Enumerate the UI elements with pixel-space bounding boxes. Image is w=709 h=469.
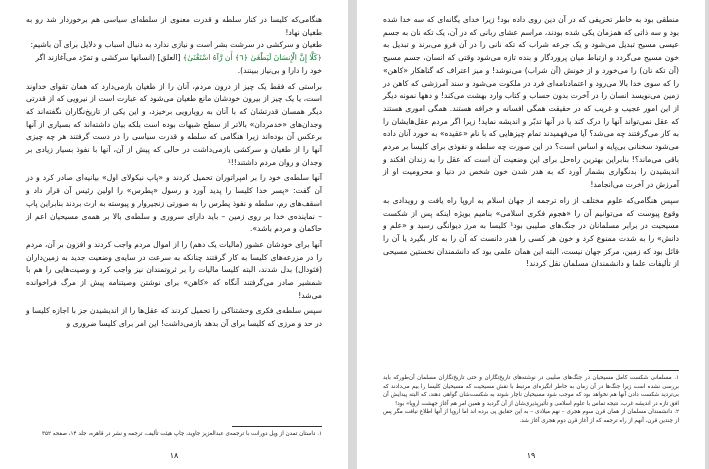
paragraph: سپس هنگامی‌که علوم مختلف از راه ترجمه از جهان اسلام به اروپا راه یافت و رویدادی به وقوع پیوست که می‌توانیم آن را «هجوم فکری اسلامی» بنامیم بویژه اینکه پس از شکست مسیحیت در برابر مسلمانان در جنگ‌های صلیبی بود¹ کلیسا به مرز دیوانگی رسید و «علم و دانش» را به شدت ممنوع کرد و خون هر کسی را هدر دانست که آن را به کار بگیرد یا آن را قائل بود که زمین، مرکز جهان نیست، البته این همان علمی بود که دانشمندان نخستین مسیحی از تألیفات علما و دانشمندان مسلمان نقل کردند! bbox=[383, 195, 679, 269]
footnote: ۱. داستان تمدن از ویل دورانت با ترجمه‌ی عبدالعزیز جاوید، چاپ هیئت تألیف، ترجمه و نشر در قاهره، جلد ۱۴، صفحه ۳۵۲ bbox=[41, 431, 322, 437]
paragraph: خود را دارا و بی‌نیاز ببینند). bbox=[237, 65, 322, 75]
left-page-body bbox=[26, 14, 322, 331]
quran-verse-tail: [العلق] (انسانها سرکشی و تمرّد می‌آغازند اگر bbox=[35, 53, 181, 63]
right-page bbox=[357, 0, 705, 469]
paragraph: براستی که فقط یک چیز از درون مردم، آنان را از طغیان بازمی‌دارد که همان تقوای خداوند است، یا یک چیز از بیرون خودشان مانع طغیان می‌شود که عبارت است از نیرویی که از قدرتی دیگر همسان قدرتشان که با آنان به رویارویی برخیزد، و این یکی از تاریخ‌نگاران نگفته‌اند که وجدان‌های «خدمردان» بالاتر از سطح شبهات بوده است بلکه بیان داشته‌اند که بسیاری از آنها برعکس آن بوده‌اند زیرا هنگامی که سلطه و قدرت سیاسی را در دست گرفتند هر چه چیزی آنها را از طغیان و سرکشی بازمی‌داشت در حالی که پیش از آن، آنها با نفوذ بسیار زیادی بر وجدان و روان مردم داشتند!!¹ bbox=[26, 81, 322, 167]
paragraph: هنگامی‌که کلیسا در کنار سلطه و قدرت معنوی از سلطه‌ای سیاسی هم برخوردار شد رو به طغیان نهاد! bbox=[26, 15, 322, 37]
paragraph: آنها برای خودشان عشور (مالیات یک دهم) را از اموال مردم واجب کردند و افزون بر آن، مردم را در مزرعه‌های کلیسا به کار گرفتند چنانکه به سرعت در سایه‌ی وضعیت جدید به زمین‌داران (فئودال) بدل شدند، البته کلیسا مالیات را بر ثروتمندان نیز واجب کرد و وصیت‌هایی را هم با شمشیر صادر می‌گرفتند آنگاه که «کاهن» برای نوشتن وصیتنامه پیش از مرگ فراخوانده می‌شد! bbox=[26, 239, 322, 300]
paragraph: آنها سلطه‌ی خود را بر امپراتوران تحمیل کردند و «پاپ نیکولای اول» بیانیه‌ای صادر کرد و در آن گفت: «پسر خدا کلیسا را پدید آورد و رسول «پطرس» را اولین رئیس آن قرار داد و اسقف‌های رم، سلطه و نفوذ پطرس را به صورتی زنجیروار و پیوسته به ارث بردند بنابراین پاپ – نماینده‌ی خدا بر روی زمین – باید دارای سروری و سلطه‌ی بالا بر همه‌ی مسیحیان اعم از حاکمان و مردم باشد». bbox=[26, 173, 322, 234]
right-page-body bbox=[383, 14, 679, 271]
footnotes bbox=[26, 430, 322, 439]
footnote-rule bbox=[589, 370, 679, 371]
page-number: ۱۸ bbox=[169, 451, 179, 460]
quran-verse-line bbox=[26, 52, 322, 65]
footnote: ۲. دانشمندان مسلمان از همان قرن سوم هجری – نهم میلادی – به این حقایق پی برده اند اما اروپا از آنها اطلاع نیافت مگر پس از چندین قرن، آنهم از راه ترجمه که از آغاز قرن دوم هجری آغاز شد. bbox=[383, 409, 679, 424]
left-page bbox=[0, 0, 348, 469]
footnote: ۱. مسلمانی شکست کامل مسیحیان در جنگ‌های صلیبی در نوشته‌های تاریخ‌نگاران و حتی تاریخ‌نگاران مسلمان آن‌طورکه باید بررسی نشده است زیرا جنگ‌ها در آن زمان به خاطر انگیزه‌ای مرتبط با نقش مسیحیت که مسیحیان کلیسا را بیم می‌دادند که بی‌تردید شکست دادن آنها هم نخواهد بود که موجب شود مسیحیان ناچار شوند به شکست‌شان گواهی دهند، که البته پیدایش آن افق تازه در اندیشه غرب، نتیجه تماس با علوم اسلامی و تأثیرپذیری‌شان از آن گردید و همین امر هم آغاز جهشت اروپا» بود! bbox=[383, 375, 679, 407]
page-gutter bbox=[348, 0, 357, 469]
quran-verse: ﴿كَلَّا إِنَّ الْإِنسَانَ لَيَطْغَىٰ ﴿٦﴾ أَن رَّآهُ اسْتَغْنَىٰ﴾ bbox=[182, 53, 322, 63]
paragraph: طغیان و سرکشی در سرشت بشر است و نیازی ندارد به دنبال اسباب و دلایل برای آن باشیم: bbox=[30, 40, 322, 50]
page-number: ۱۹ bbox=[526, 451, 536, 460]
paragraph: منطقی بود به خاطر تحریفی که در آن دین روی داده بود! زیرا خدای یگانه‌ای که سه خدا شده بود و سه ذاتی که همزمان یکی شده بودند، مراسم عشای ربانی که در آن، یک تکه نان به جسم عیسی مسیح تبدیل می‌شود و یک جرعه شراب که تکه نانی را در آن فرو می‌برند و تبدیل به خون مسیح می‌گردد و ارتباط میان پروردگار و بنده تازه می‌شود وقتی که انسان، جسم مسیح (آن تکه نان) را می‌خورد و از خونش (آن شراب) می‌نوشد! و میز اعتراف که گناهکار «کاهن» را که سوی خدا بالا می‌رود و اعتمادنامه‌ای فرد در ملکوت می‌شود و سند آمرزشی که کاهن در زمین می‌نویسد انسان را در آخرت بدون حساب و کتاب وارد بهشت می‌کند! و دهها نمونه دیگر از این امور عجیب و غریب که در حقیقت همگی افسانه و خرافه هستند. همگی اموری هستند که عقل نمی‌تواند آنها را درک کند یا در آنها تدبّر و اندیشه نماید! زیرا اگر مردم عقل‌هایشان را به کار می‌گرفتند چه می‌شد؟ آیا می‌فهمیدند تمام چیزهایی که با نام «عقیده» به خورد آنان داده می‌شود سخنانی بی‌پایه و اساس است؟ در این صورت چه سلطه و نفوذی برای کلیسا بر مردم باقی می‌ماند؟! بنابراین بهترین راه‌حل برای این وضعیت آن است که عقل را به زندان افکند و اندیشیدن را بدنگواری بشمار آورد که به هدر شدن خون شخص در دنیا و محرومیت او از آمرزش در آخرت می‌انجامد! bbox=[383, 15, 679, 190]
paragraph: سپس سلطه‌ی فکری وحشتناکی را تحمیل کردند که عقل‌ها را از اندیشیدن جز با اجازه کلیسا و در حد و مرزی که کلیسا برای آن بدهد بازمی‌داشت! این امر برای کلیسا ضروری و bbox=[26, 306, 322, 329]
footnotes bbox=[383, 374, 679, 426]
footnote-rule bbox=[232, 426, 322, 427]
